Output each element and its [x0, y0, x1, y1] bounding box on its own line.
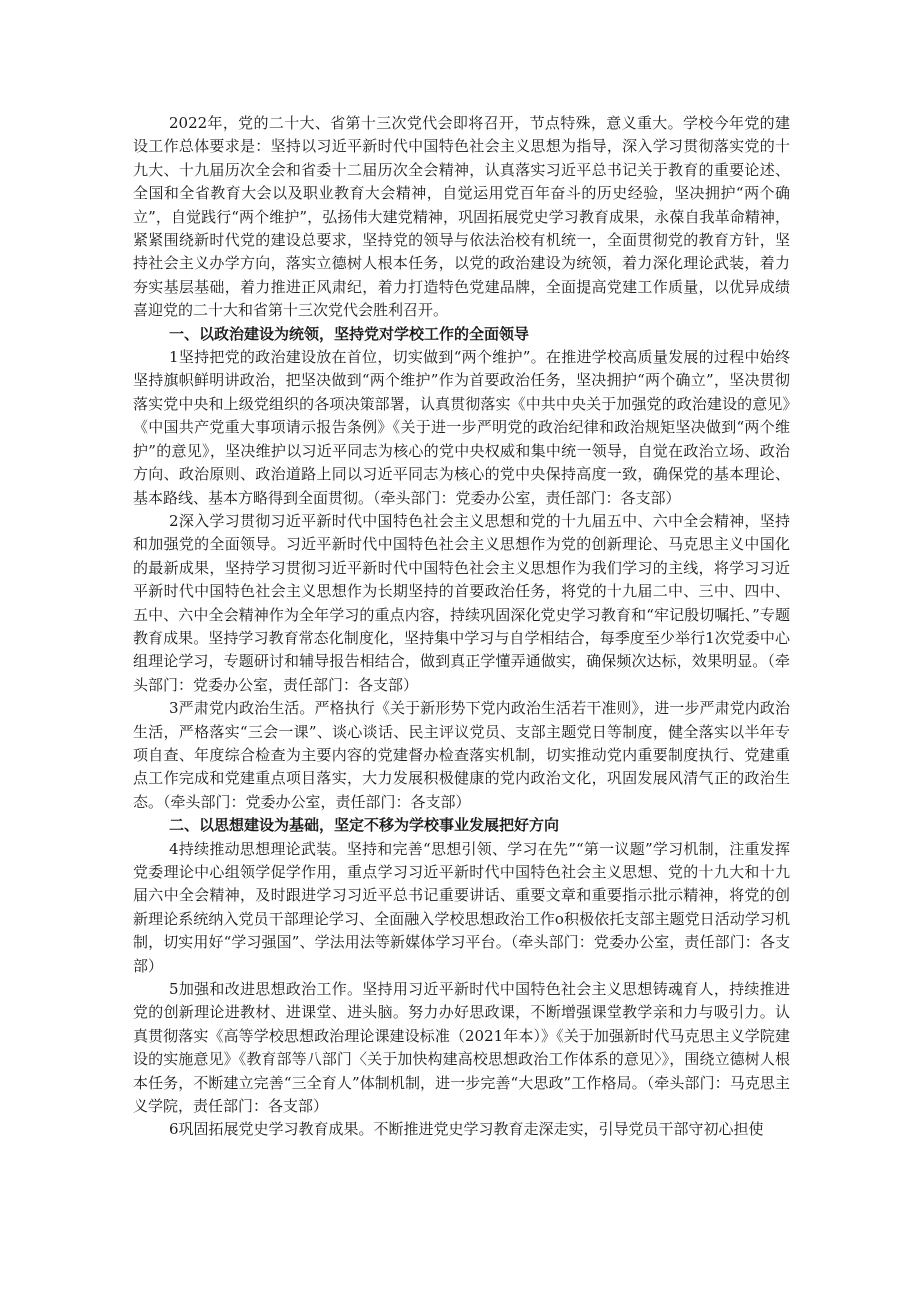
- item-paragraph-3: 3严肃党内政治生活。严格执行《关于新形势下党内政治生活若干准则》，进一步严肃党内政治生活，严格落实“三会一课”、谈心谈话、民主评议党员、支部主题党日等制度，健全落实以半年专项自查、年度综合检查为主要内容的党建督办检查落实机制，切实推动党内重要制度执行、党建重点工作完成和党建重点项目落实，大力发展积极健康的党内政治文化，巩固发展风清气正的政治生态。（牵头部门：党委办公室，责任部门：各支部）: [133, 699, 790, 811]
- item-paragraph-1: 1坚持把党的政治建设放在首位，切实做到“两个维护”。在推进学校高质量发展的过程中始终坚持旗帜鲜明讲政治，把坚决做到“两个维护”作为首要政治任务，坚决拥护“两个确立”，坚决贯彻落实党中央和上级党组织的各项决策部署，认真贯彻落实《中共中央关于加强党的政治建设的意见》《中国共产党重大事项请示报告条例》《关于进一步严明党的政治纪律和政治规矩坚决做到“两个维护”的意见》，坚决维护以习近平同志为核心的党中央权威和集中统一领导，自觉在政治立场、政治方向、政治原则、政治道路上同以习近平同志为核心的党中央保持高度一致，确保党的基本理论、基本路线、基本方略得到全面贯彻。（牵头部门：党委办公室，责任部门：各支部）: [133, 348, 790, 507]
- section-heading-1: 一、以政治建设为统领，坚持党对学校工作的全面领导: [169, 324, 530, 343]
- intro-paragraph: 2022年，党的二十大、省第十三次党代会即将召开，节点特殊，意义重大。学校今年党的建设工作总体要求是：坚持以习近平新时代中国特色社会主义思想为指导，深入学习贯彻落实党的十九大、十九届历次全会和省委十二届历次全会精神，认真落实习近平总书记关于教育的重要论述、全国和全省教育大会以及职业教育大会精神，自觉运用党百年奋斗的历史经验，坚决拥护“两个确立”，自觉践行“两个维护”，弘扬伟大建党精神，巩固拓展党史学习教育成果，永葆自我革命精神，紧紧围绕新时代党的建设总要求，坚持党的领导与依法治校有机统一，全面贯彻党的教育方针，坚持社会主义办学方向，落实立德树人根本任务，以党的政治建设为统领，着力深化理论武装，着力夯实基层基础，着力推进正风肃纪，着力打造特色党建品牌，全面提高党建工作质量，以优异成绩喜迎党的二十大和省第十三次党代会胜利召开。: [133, 114, 790, 320]
- item-paragraph-4: 4持续推动思想理论武装。坚持和完善“思想引领、学习在先”“第一议题”学习机制，注重发挥党委理论中心组领学促学作用，重点学习习近平新时代中国特色社会主义思想、党的十九大和十九届六中全会精神，及时跟进学习习近平总书记重要讲话、重要文章和重要指示批示精神，将党的创新理论系统纳入党员干部理论学习、全面融入学校思想政治工作o积极依托支部主题党日活动学习机制，切实用好“学习强国”、学法用法等新媒体学习平台。（牵头部门：党委办公室，责任部门：各支部）: [133, 839, 790, 975]
- item-paragraph-2: 2深入学习贯彻习近平新时代中国特色社会主义思想和党的十九届五中、六中全会精神，坚持和加强党的全面领导。习近平新时代中国特色社会主义思想作为党的创新理论、马克思主义中国化的最新成果，坚持学习贯彻习近平新时代中国特色社会主义思想作为我们学习的主线，将学习习近平新时代中国特色社会主义思想作为长期坚持的首要政治任务，将党的十九届二中、三中、四中、五中、六中全会精神作为全年学习的重点内容，持续巩固深化党史学习教育和“牢记殷切嘱托、”专题教育成果。坚持学习教育常态化制度化，坚持集中学习与自学相结合，每季度至少举行1次党委中心组理论学习，专题研讨和辅导报告相结合，做到真正学懂弄通做实，确保频次达标，效果明显。（牵头部门：党委办公室，责任部门：各支部）: [133, 511, 790, 694]
- document-page: [133, 112, 790, 1142]
- item-paragraph-6: 6巩固拓展党史学习教育成果。不断推进党史学习教育走深走实，引导党员干部守初心担使: [169, 1120, 764, 1139]
- section-heading-2: 二、以思想建设为基础，坚定不移为学校事业发展把好方向: [169, 816, 560, 835]
- item-paragraph-5: 5加强和改进思想政治工作。坚持用习近平新时代中国特色社会主义思想铸魂育人，持续推进党的创新理论进教材、进课堂、进头脑。努力办好思政课，不断增强课堂教学亲和力与吸引力。认真贯彻落实《高等学校思想政治理论课建设标准（2021年本）》《关于加强新时代马克思主义学院建设的实施意见》《教育部等八部门〈关于加快构建高校思想政治工作体系的意见〉》，围绕立德树人根本任务，不断建立完善“三全育人”体制机制，进一步完善“大思政”工作格局。（牵头部门：马克思主义学院，责任部门：各支部）: [133, 980, 790, 1116]
